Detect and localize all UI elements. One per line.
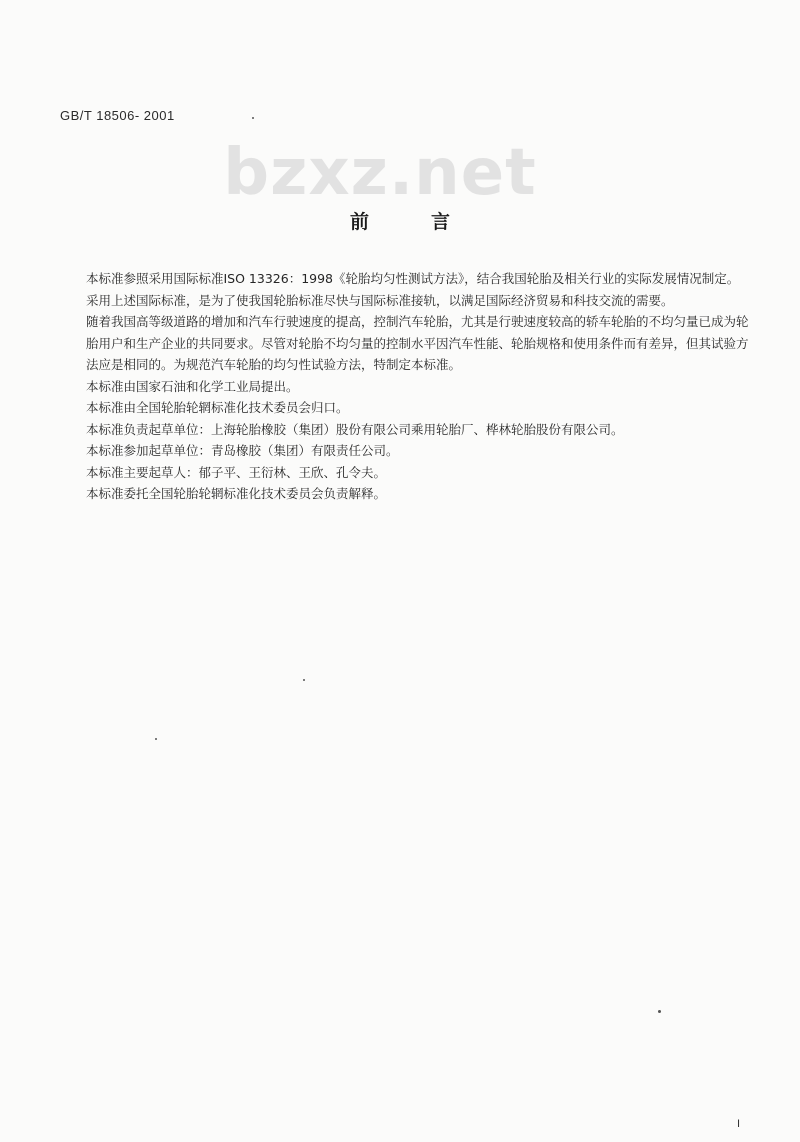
- foreword-body: [86, 268, 750, 505]
- section-heading: 前言: [349, 211, 512, 233]
- scan-speck: [303, 679, 305, 681]
- standard-number: GB/T 18506- 2001: [60, 108, 175, 123]
- scan-speck: [252, 117, 254, 119]
- page-number: I: [737, 1118, 741, 1130]
- paragraph: 随着我国高等级道路的增加和汽车行驶速度的提高，控制汽车轮胎，尤其是行驶速度较高的轿车轮胎的不均匀量已成为轮胎用户和生产企业的共同要求。尽管对轮胎不均匀量的控制水平因汽车性能、轮胎规格和使用条件而有差异，但其试验方法应是相同的。为规范汽车轮胎的均匀性试验方法，特制定本标准。: [86, 314, 749, 372]
- watermark: bzxz.net: [223, 136, 537, 210]
- paragraph: 本标准委托全国轮胎轮辋标准化技术委员会负责解释。: [86, 486, 387, 501]
- paragraph: 本标准负责起草单位：上海轮胎橡胶（集团）股份有限公司乘用轮胎厂、桦林轮胎股份有限公司。: [86, 421, 624, 437]
- paragraph: 本标准参加起草单位：青岛橡胶（集团）有限责任公司。: [86, 443, 399, 458]
- paragraph: 本标准由全国轮胎轮辋标准化技术委员会归口。: [86, 400, 349, 415]
- scan-speck: [658, 1010, 661, 1013]
- paragraph: 采用上述国际标准，是为了使我国轮胎标准尽快与国际标准接轨，以满足国际经济贸易和科技交流的需要。: [86, 292, 674, 308]
- paragraph: 本标准主要起草人：郁子平、王衍林、王欣、孔令夫。: [86, 464, 387, 480]
- scan-speck: [155, 738, 157, 740]
- paragraph: 本标准由国家石油和化学工业局提出。: [86, 378, 299, 394]
- paragraph: 本标准参照采用国际标准ISO 13326：1998《轮胎均匀性测试方法》，结合我国轮胎及相关行业的实际发展情况制定。: [86, 271, 740, 286]
